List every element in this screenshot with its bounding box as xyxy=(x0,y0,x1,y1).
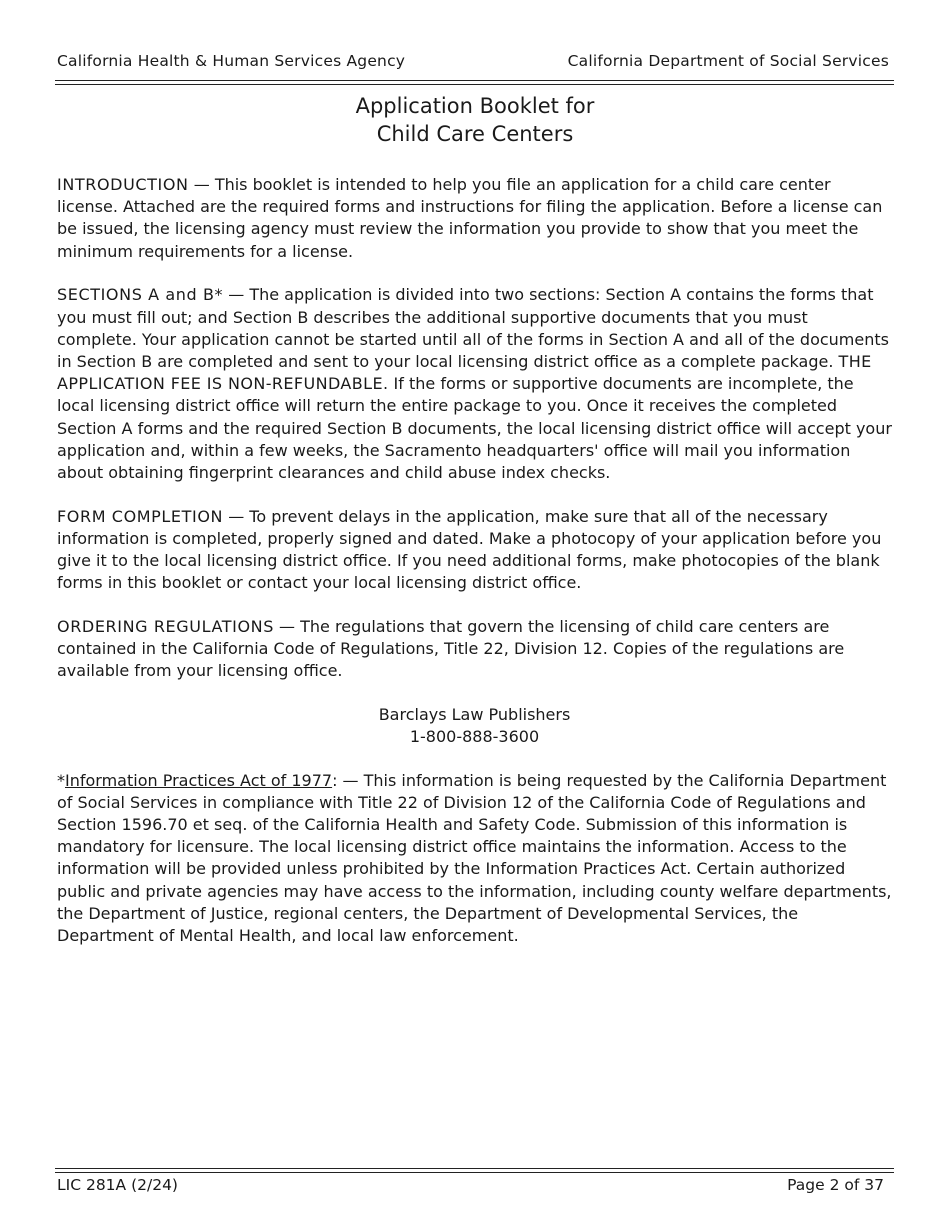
page-title xyxy=(0,92,950,148)
title-line-2: Child Care Centers xyxy=(376,122,574,146)
sections-label: SECTIONS A and B* xyxy=(57,285,224,305)
form-number: LIC 281A (2/24) xyxy=(57,1176,178,1194)
form-completion-text: — To prevent delays in the application, make sure that all of the necessary information is completed, properly signed and dated. Make a photocopy of your application before you give it to the local licensing district office. If you need additional forms, make photocopies of the blank forms in this booklet or contact your local licensing district office. xyxy=(57,506,882,593)
sections-text-1: — The application is divided into two sections: Section A contains the forms that you must fill out; and Section B describes the additional supportive documents that you must complete. Your application cannot be started until all of the forms in Section A and all of the documents in Section B are completed and sent to your local licensing district office as a complete package. xyxy=(57,285,889,371)
ordering-label: ORDERING REGULATIONS xyxy=(57,616,274,636)
page-header xyxy=(57,52,889,70)
introduction-paragraph xyxy=(57,174,892,263)
page-footer xyxy=(57,1176,884,1194)
title-line-1: Application Booklet for xyxy=(355,94,595,118)
sections-paragraph xyxy=(57,284,892,484)
footer-divider xyxy=(55,1168,894,1173)
privacy-asterisk: * xyxy=(57,770,65,790)
privacy-act-title: Information Practices Act of 1977 xyxy=(65,770,333,790)
privacy-paragraph xyxy=(57,770,892,948)
form-completion-label: FORM COMPLETION xyxy=(57,506,224,526)
publisher-phone: 1-800-888-3600 xyxy=(409,727,540,747)
agency-name: California Health & Human Services Agency xyxy=(57,52,406,70)
introduction-label: INTRODUCTION xyxy=(57,175,189,194)
ordering-paragraph xyxy=(57,616,892,683)
document-body xyxy=(57,174,892,969)
publisher-name: Barclays Law Publishers xyxy=(378,705,571,725)
page-number: Page 2 of 37 xyxy=(787,1176,884,1194)
form-completion-paragraph xyxy=(57,506,892,595)
introduction-text: — This booklet is intended to help you file an application for a child care center license. Attached are the required forms and instructions for filing the application. Before a license can be issued, the licensing agency must review the information you provide to show that you meet the minimum requirements for a license. xyxy=(57,175,883,261)
ordering-text: — The regulations that govern the licensing of child care centers are contained in the California Code of Regulations, Title 22, Division 12. Copies of the regulations are available from your licensing office. xyxy=(57,616,845,681)
department-name: California Department of Social Services xyxy=(567,52,889,70)
header-divider xyxy=(55,80,894,85)
fee-notice: THE APPLICATION FEE IS NON-REFUNDABLE. xyxy=(57,351,872,394)
sections-text-2: If the forms or supportive documents are incomplete, the local licensing district office will return the entire package to you. Once it receives the completed Section A forms and the required Section B documents, the local licensing district office will accept your application and, within a few weeks, the Sacramento headquarters' office will mail you information about obtaining fingerprint clearances and child abuse index checks. xyxy=(57,374,892,482)
publisher-contact xyxy=(57,704,892,748)
privacy-text: : — This information is being requested by the California Department of Social Services in compliance with Title 22 of Division 12 of the California Code of Regulations and Section 1596.70 et seq. of the California Health and Safety Code. Submission of this information is mandatory for licensure. The local licensing district office maintains the information. Access to the information will be provided unless prohibited by the Information Practices Act. Certain authorized public and private agencies may have access to the information, including county welfare departments, the Department of Justice, regional centers, the Department of Developmental Services, the Department of Mental Health, and local law enforcement. xyxy=(57,770,892,945)
